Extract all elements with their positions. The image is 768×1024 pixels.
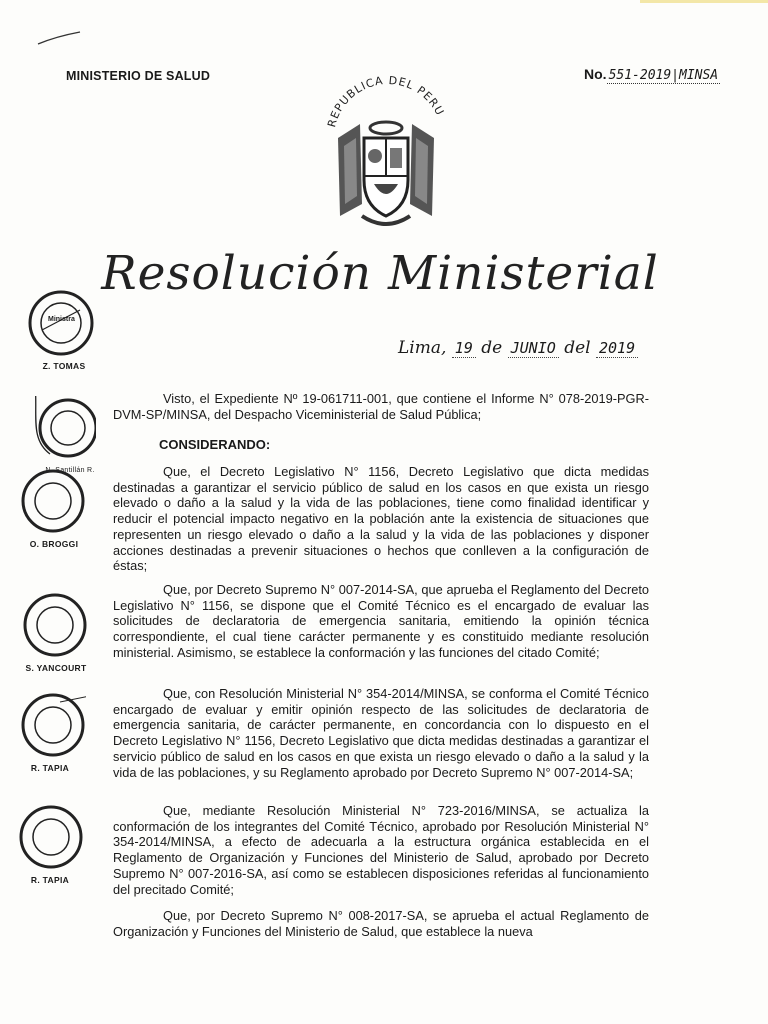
dateline [398, 338, 638, 358]
seal-label: O. BROGGI [29, 539, 79, 549]
document-title: Resolución Ministerial [101, 246, 659, 301]
date-month: JUNIO [508, 339, 559, 358]
seal-tomas [28, 290, 104, 371]
date-del: del [564, 338, 591, 358]
ministry-seal-icon [28, 290, 94, 356]
ministry-seal-icon [18, 804, 84, 870]
emblem-arc-text: REPUBLICA DEL PERU [325, 76, 447, 129]
seal-inner-text: Ministra [48, 316, 75, 323]
ministry-header: MINISTERIO DE SALUD [66, 69, 211, 83]
seal-santillan [30, 396, 110, 474]
ministry-seal-icon [22, 592, 88, 658]
pen-stroke-mark [36, 30, 82, 46]
body-paragraph: Que, con Resolución Ministerial N° 354-2014/MINSA, se conforma el Comité Técnico encargado de evaluar y emitir opinión respecto de las solicitudes de declaratoria de emergencia sanitaria, de carácter permanente, en concordancia con lo dispuesto en el Decreto Legislativo N° 1156, Decreto Legislativo que dicta medidas destinadas a garantizar el servicio público de salud en los casos en que exista un riesgo elevado o daño a la salud y la vida de las poblaciones, y su Reglamento aprobado por Decreto Supremo N° 007-2014-SA; [113, 686, 649, 780]
seal-label: S. YANCOURT [25, 663, 87, 673]
body-paragraph: Que, por Decreto Supremo N° 008-2017-SA, se aprueba el actual Reglamento de Organización y Funciones del Ministerio de Salud, que establece la nueva [113, 908, 649, 939]
number-handwritten: 551-2019|MINSA [608, 68, 719, 83]
date-year: 2019 [596, 339, 638, 358]
ministry-seal-icon [30, 396, 96, 462]
resolution-number [584, 66, 720, 83]
national-emblem [316, 76, 456, 236]
considerando-heading: CONSIDERANDO: [159, 437, 271, 452]
body-paragraph: Que, el Decreto Legislativo N° 1156, Decreto Legislativo que dicta medidas destinadas a garantizar el servicio público de salud en los casos en que exista un riesgo elevado o daño a la salud y la vida de las poblaciones, tiene como finalidad identificar y reducir el potencial impacto negativo en la población ante la existencia de situaciones que representen un riesgo elevado o daño a la salud y la vida de las poblaciones y disponer acciones destinadas a prevenir situaciones o hechos que conlleven a la configuración de éstas; [113, 464, 649, 574]
page-edge-highlight [640, 0, 768, 3]
visto-paragraph: Visto, el Expediente Nº 19-061711-001, que contiene el Informe N° 078-2019-PGR-DVM-SP/MINSA, del Despacho Viceministerial de Salud Pública; [113, 391, 649, 422]
ministry-seal-icon [20, 692, 86, 758]
seal-label: Z. TOMAS [42, 361, 86, 371]
date-de: de [481, 338, 503, 358]
seal-label: N. Santillán R. [45, 467, 95, 474]
seal-label: R. TAPIA [30, 875, 70, 885]
number-prefix: No. [584, 66, 607, 82]
seal-yancourt [22, 592, 96, 673]
date-city: Lima, [398, 338, 447, 358]
seal-tapia-1 [20, 692, 90, 773]
date-day: 19 [452, 339, 476, 358]
seal-tapia-2 [18, 804, 90, 885]
body-paragraph: Que, por Decreto Supremo N° 007-2014-SA, que aprueba el Reglamento del Decreto Legislativo N° 1156, se dispone que el Comité Técnico es el encargado de evaluar las solicitudes de declaratoria de emergencia sanitaria, emitiendo la opinión técnica correspondiente, el cual tiene carácter permanente y es constituido mediante resolución ministerial. Asimismo, se establece la conformación y las funciones del citado Comité; [113, 582, 649, 660]
ministry-seal-icon [20, 468, 86, 534]
body-paragraph: Que, mediante Resolución Ministerial N° 723-2016/MINSA, se actualiza la conformación de los integrantes del Comité Técnico, aprobado por Resolución Ministerial N° 354-2014/MINSA, a efecto de adecuarla a la estructura orgánica establecida en el Reglamento de Organización y Funciones del Ministerio de Salud, aprobado por Decreto Supremo N° 007-2016-SA, así como se establecen disposiciones referidas al funcionamiento del precitado Comité; [113, 803, 649, 897]
seal-broggi [20, 468, 94, 549]
seal-label: R. TAPIA [30, 763, 70, 773]
